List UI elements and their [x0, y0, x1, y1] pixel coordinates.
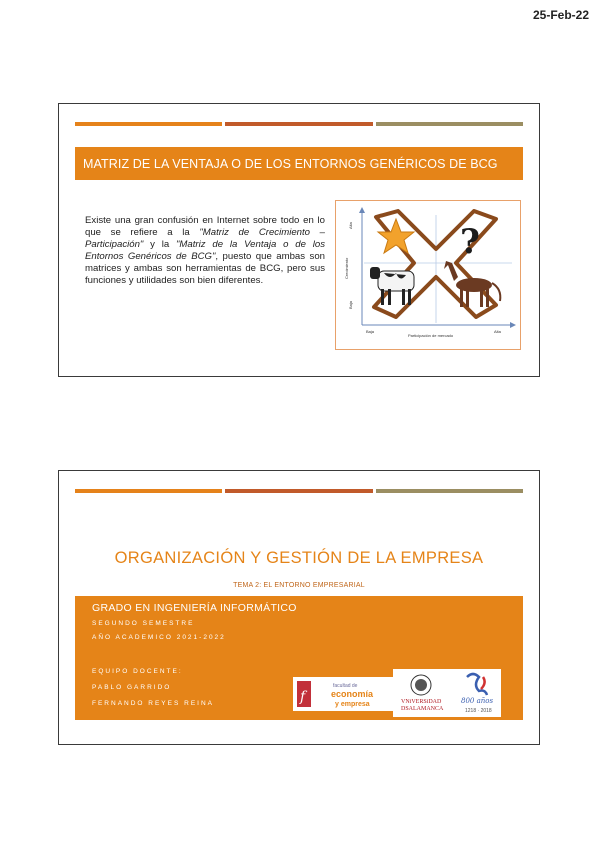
x-axis-label: Participación de mercado — [408, 333, 454, 338]
decorative-bars — [75, 122, 523, 126]
svg-text:?: ? — [460, 222, 480, 262]
faculty-logo-line3: y empresa — [335, 701, 370, 708]
faculty-logo-svg — [293, 677, 400, 711]
course-title: ORGANIZACIÓN Y GESTIÓN DE LA EMPRESA — [114, 549, 484, 567]
university-logo — [393, 669, 501, 717]
university-logo-svg — [393, 669, 501, 717]
text-italic-2: "Matriz de la Ventaja o de los Entornos Genéricos de BCG" — [85, 239, 325, 262]
slide-body-text — [85, 215, 325, 287]
bar-rust — [225, 122, 372, 126]
question-icon — [460, 222, 480, 262]
slide-title: MATRIZ DE LA VENTAJA O DE LOS ENTORNOS GENÉRICOS DE BCG — [75, 147, 523, 180]
team-label: EQUIPO DOCENTE: — [92, 668, 183, 675]
bcg-matrix-image — [335, 200, 521, 350]
x-axis-low-label: Baja — [366, 329, 375, 334]
text-end: , puesto que ambas son matrices y ambas son herramientas de BCG, pero sus funciones y utilidades son bien diferentes. — [85, 251, 325, 286]
teacher-1: PABLO GARRIDO — [92, 684, 172, 691]
anniversary-logo-line2: 1218 · 2018 — [465, 708, 492, 714]
cow-icon — [370, 267, 414, 305]
y-axis-low-label: Baja — [348, 300, 353, 309]
semester: SEGUNDO SEMESTRE — [92, 620, 195, 627]
anniversary-logo-line1: 800 años — [461, 697, 494, 705]
course-subtitle: TEMA 2: EL ENTORNO EMPRESARIAL — [233, 582, 365, 589]
academic-year: AÑO ACADEMICO 2021-2022 — [92, 634, 226, 641]
decorative-bars — [75, 489, 523, 493]
bar-rust — [225, 489, 372, 493]
y-axis-high-label: Alta — [348, 222, 353, 229]
bar-olive — [376, 489, 523, 493]
faculty-logo — [293, 677, 400, 711]
text-mid: y la — [143, 239, 177, 250]
teacher-2: FERNANDO REYES REINA — [92, 700, 214, 707]
page-date: 25-Feb-22 — [532, 8, 589, 22]
faculty-logo-line1: facultad de — [333, 683, 358, 689]
y-axis-label: Crecimiento — [344, 257, 349, 279]
degree-name: GRADO EN INGENIERÍA INFORMÁTICO — [92, 602, 297, 614]
svg-text:f: f — [300, 689, 306, 705]
university-logo-line1: VNiVERSiDAD — [401, 699, 442, 705]
university-logo-line2: DSALAMANCA — [401, 706, 444, 712]
text-intro: Existe una gran confusión en Internet sobre todo en lo que se refiere a la — [85, 215, 325, 238]
bar-orange — [75, 489, 222, 493]
x-axis-high-label: Alta — [494, 329, 501, 334]
faculty-logo-line2: economía — [331, 689, 374, 699]
bar-olive — [376, 122, 523, 126]
course-info-panel — [75, 596, 523, 720]
text-italic-1: "Matriz de Crecimiento – Participación" — [85, 227, 325, 250]
bar-orange — [75, 122, 222, 126]
slide-course-cover — [58, 470, 540, 745]
slide-matrix-bcg — [58, 103, 540, 377]
bcg-matrix-svg — [336, 201, 520, 349]
